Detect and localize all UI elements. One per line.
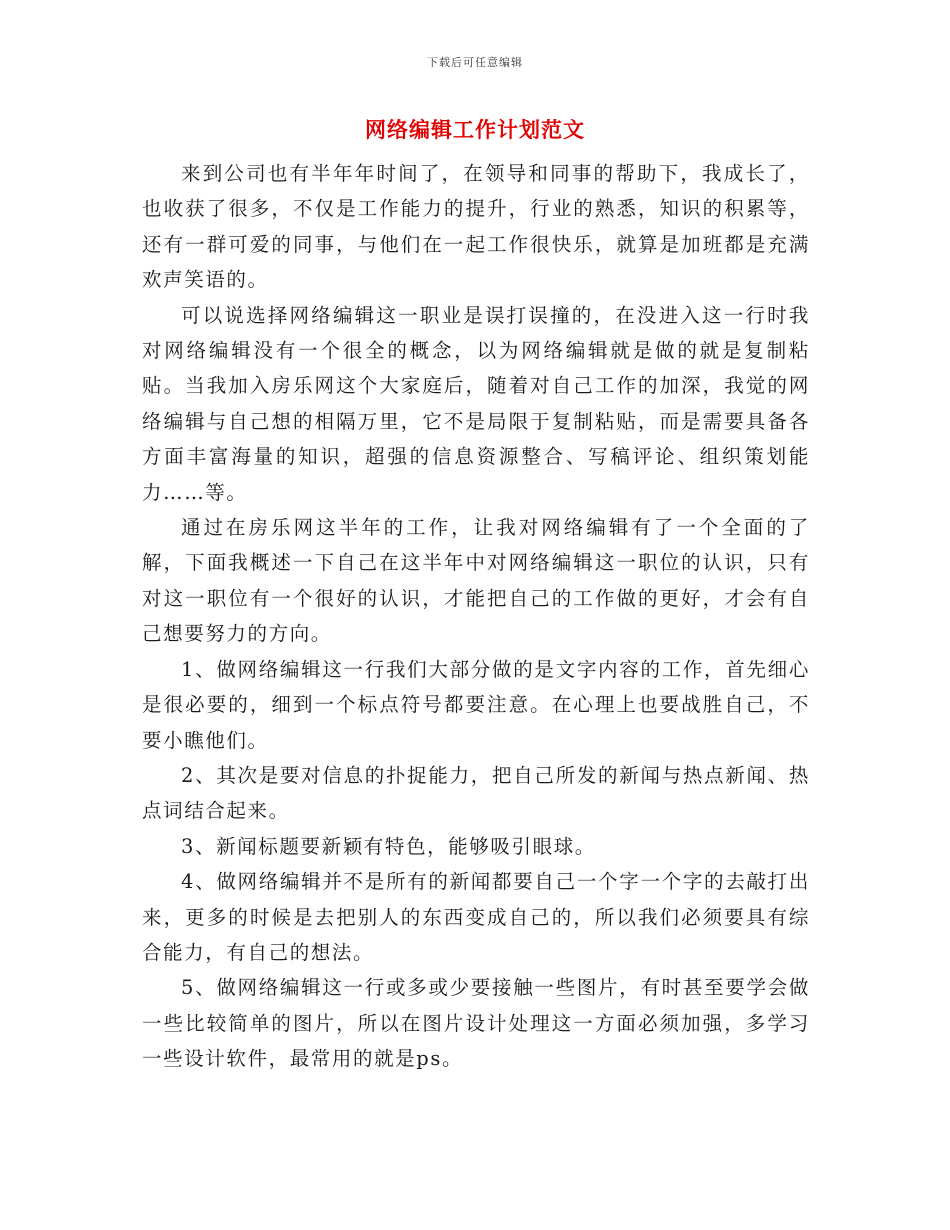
paragraph-point-4: 4、做网络编辑并不是所有的新闻都要自己一个字一个字的去敲打出来，更多的时候是去把别人的东西变成自己的，所以我们必须要具有综合能力，有自己的想法。 [142,870,810,964]
document-title: 网络编辑工作计划范文 [365,117,585,142]
paragraph-understanding: 通过在房乐网这半年的工作，让我对网络编辑有了一个全面的了解，下面我概述一下自己在这半年中对网络编辑这一职位的认识，只有对这一职位有一个很好的认识，才能把自己的工作做的更好，才会有自己想要努力的方向。 [142,516,810,646]
paragraph-point-3: 3、新闻标题要新颖有特色，能够吸引眼球。 [181,834,596,858]
document-body [142,156,810,1077]
paragraph-point-5: 5、做网络编辑这一行或多或少要接触一些图片，有时甚至要学会做一些比较简单的图片，所以在图片设计处理这一方面必须加强，多学习一些设计软件，最常用的就是ps。 [142,976,810,1071]
paragraph-point-1: 1、做网络编辑这一行我们大部分做的是文字内容的工作，首先细心是很必要的，细到一个标点符号都要注意。在心理上也要战胜自己，不要小瞧他们。 [142,657,810,752]
header-note: 下载后可任意编辑 [427,56,523,69]
paragraph-point-2: 2、其次是要对信息的扑捉能力，把自己所发的新闻与热点新闻、热点词结合起来。 [142,763,810,823]
paragraph-intro: 来到公司也有半年年时间了，在领导和同事的帮助下，我成长了，也收获了很多，不仅是工作能力的提升，行业的熟悉，知识的积累等，还有一群可爱的同事，与他们在一起工作很快乐，就算是加班都是充满欢声笑语的。 [142,162,810,292]
paragraph-career-choice: 可以说选择网络编辑这一职业是误打误撞的，在没进入这一行时我对网络编辑没有一个很全的概念，以为网络编辑就是做的就是复制粘贴。当我加入房乐网这个大家庭后，随着对自己工作的加深，我觉的网络编辑与自己想的相隔万里，它不是局限于复制粘贴，而是需要具备各方面丰富海量的知识，超强的信息资源整合、写稿评论、组织策划能力……等。 [142,303,810,504]
